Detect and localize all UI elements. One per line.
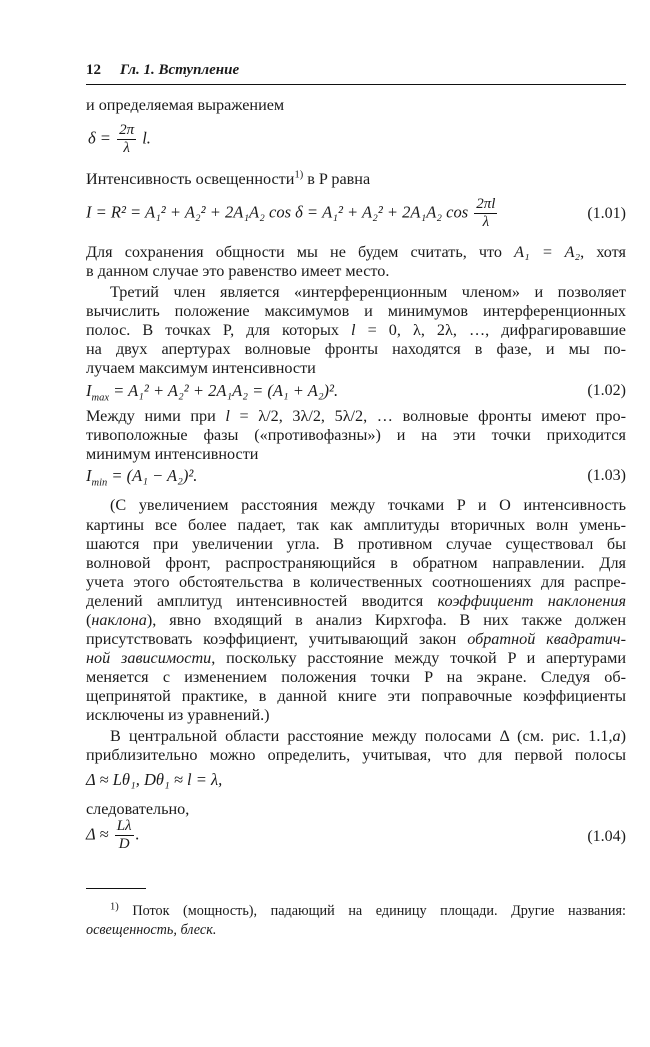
equation-1-01: I = R² = A₁² + A₂² + 2A₁A₂ cos δ = A₁² + A₂² + 2A₁A₂ cos $\frac{2\pi l}{\lambda}$	[86, 196, 496, 230]
equation-number: (1.04)	[587, 828, 626, 845]
frac-den: D	[118, 836, 130, 852]
footnote-line: освещенность, блеск.	[86, 922, 217, 938]
running-header	[86, 62, 626, 82]
footnote-line: $^{1)}$ Поток (мощность), падающий на единицу площади. Другие названия:	[110, 901, 626, 919]
text-line: приблизительно можно определить, учитывая, что для первой полосы	[86, 746, 626, 764]
text-line: вычислить положение максимумов и минимумов интерференционных	[86, 302, 626, 320]
text-line: учета этого обстоятельства в количественных соотношениях для распре-	[86, 573, 626, 591]
frac-num: Lλ	[116, 818, 132, 834]
equation-delta: δ = $\frac{2\pi}{\lambda}$ l.	[88, 122, 151, 156]
text-line: полос. В точках P, для которых l = 0, λ, 2λ, …, дифрагировавшие	[86, 321, 626, 339]
text-line: шаются при увеличении угла. В противном случае существовал бы	[86, 535, 626, 553]
text-line: следовательно,	[86, 800, 190, 818]
text-line: присутствовать коэффициент, учитывающий закон обратной квадратич-	[86, 630, 626, 648]
text-line: делений амплитуд интенсивностей вводится коэффициент наклонения	[86, 592, 626, 610]
text-line: тивоположные фазы («противофазны») и на эти точки приходится	[86, 426, 626, 444]
header-rule	[86, 84, 626, 85]
footnote-rule	[86, 888, 146, 889]
frac-num: 2πl	[476, 196, 496, 212]
text-line: В центральной области расстояние между полосами Δ (см. рис. 1.1,а)	[110, 727, 626, 745]
inline-math: A₁ = A₂	[514, 243, 581, 261]
equation-number: (1.03)	[587, 467, 626, 484]
footnote-ref: 1)	[294, 169, 304, 181]
text-line: в данном случае это равенство имеет место.	[86, 262, 390, 280]
text-line: Между ними при l = λ/2, 3λ/2, 5λ/2, … волновые фронты имеют про-	[86, 407, 627, 425]
text-line: щепринятой практике, в данной книге эти поправочные коэффициенты	[86, 687, 626, 705]
text-line: Третий член является «интерференционным членом» и позволяет	[110, 283, 626, 301]
equation-approx: Δ ≈ Lθ₁, Dθ₁ ≈ l = λ,	[86, 770, 223, 789]
text-line: исключены из уравнений.)	[86, 706, 270, 724]
frac-den: λ	[123, 140, 130, 156]
text-line: на двух апертурах волновые фронты находятся в фазе, и мы по-	[86, 340, 626, 358]
frac-den: λ	[482, 214, 490, 230]
text-line: меняется с изменением положения точки P на экране. Следуя об-	[86, 668, 626, 686]
text-line: (наклона), явно входящий в анализ Кирхгофа. В них также должен	[86, 611, 626, 629]
text-line: Для сохранения общности мы не будем считать, что A₁ = A₂, хотя	[86, 243, 626, 261]
text-line: лучаем максимум интенсивности	[86, 359, 316, 377]
page-number: 12	[86, 62, 101, 78]
text-line: и определяемая выражением	[86, 96, 285, 114]
equation-1-04: Δ ≈ $\frac{L\lambda}{D}$ .	[86, 818, 140, 852]
text-line: волновой фронт, распространяющийся в обратном направлении. Для	[86, 554, 626, 572]
text-line: ной зависимости, поскольку расстояние между точкой P и апертурами	[86, 649, 626, 667]
frac-num: 2π	[119, 122, 135, 138]
equation-1-02: $I_{max} = A_1^2 + A_2^2 + 2A_1A_2 = (A_1 + A_2)^2$.	[86, 381, 339, 404]
text-line: картины все более падает, так как амплитуды вторичных волн умень-	[86, 516, 626, 534]
text-line: минимум интенсивности	[86, 445, 259, 463]
text-line: Интенсивность освещенности$^{1)}$ в P равна	[86, 169, 371, 188]
chapter-title: Гл. 1. Вступление	[120, 62, 240, 78]
text-line: (С увеличением расстояния между точками P и O интенсивность	[110, 496, 626, 514]
equation-number: (1.02)	[587, 382, 626, 399]
equation-number: (1.01)	[587, 205, 626, 222]
equation-1-03: $I_{min} = (A_1 - A_2)^2$.	[86, 466, 198, 489]
